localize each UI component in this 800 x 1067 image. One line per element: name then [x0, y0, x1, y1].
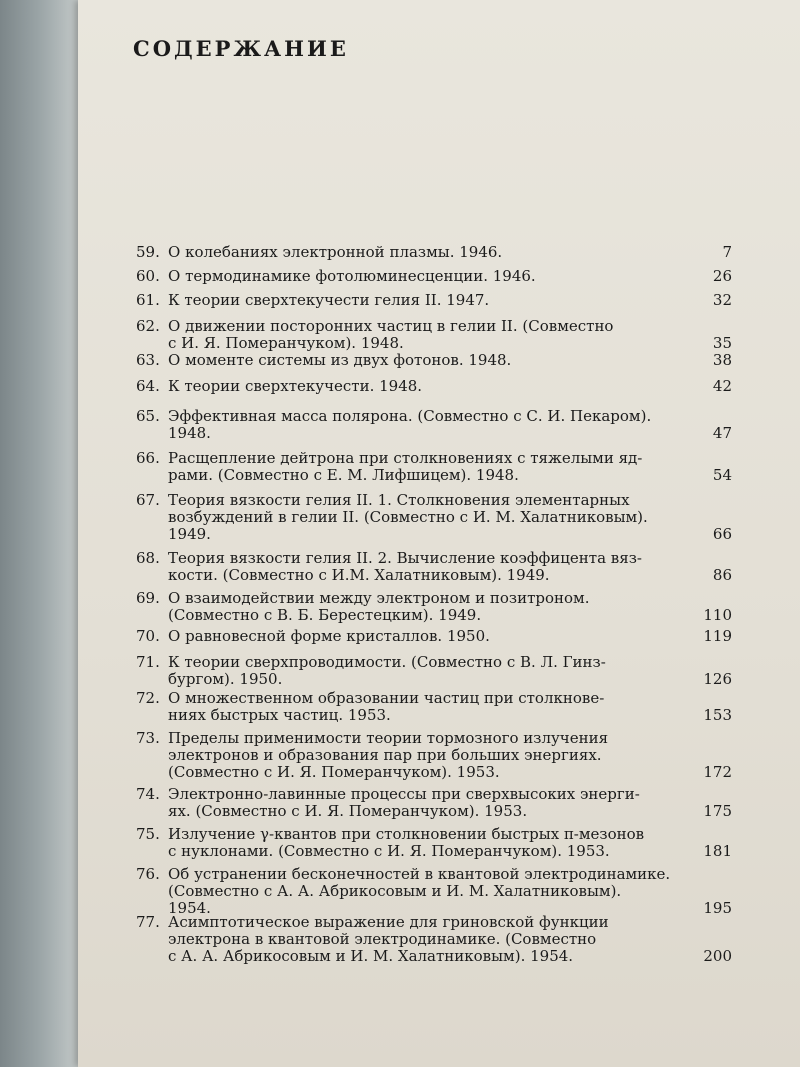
entry-title-line: О равновесной форме кристаллов. 1950. [168, 627, 490, 645]
entry-number: 71. [136, 653, 160, 671]
entry-title-line: электрона в квантовой электродинамике. (Совместно [168, 930, 597, 948]
entry-page-number: 175 [703, 802, 732, 820]
entry-number: 62. [136, 317, 160, 335]
entry-number: 73. [136, 729, 160, 747]
entry-page-number: 26 [712, 267, 732, 285]
entry-title-line: О взаимодействии между электроном и позитроном. [168, 589, 590, 607]
entry-page-number: 119 [703, 627, 732, 645]
entry-page-number: 7 [722, 243, 732, 261]
entry-page-number: 54 [712, 466, 732, 484]
entry-number: 69. [136, 589, 160, 607]
entry-title-line: Электронно-лавинные процессы при сверхвысоких энерги- [168, 785, 640, 803]
entry-title [168, 550, 668, 584]
entry-title-line: бургом). 1950. [168, 670, 283, 688]
entry-title [168, 914, 668, 965]
entry-title-line: (Совместно с И. Я. Померанчуком). 1953. [168, 763, 500, 781]
entry-title-line: 1949. [168, 525, 211, 543]
entry-title [168, 786, 668, 820]
page-title: СОДЕРЖАНИЕ [133, 36, 349, 61]
entry-title-line: ях. (Совместно с И. Я. Померанчуком). 1953. [168, 802, 528, 820]
entry-title [168, 318, 668, 352]
entry-title-line: 1948. [168, 424, 211, 442]
entry-number: 77. [136, 913, 160, 931]
entry-page-number: 42 [712, 377, 732, 395]
entry-number: 59. [136, 243, 160, 261]
entry-title-line: О движении посторонних частиц в гелии II. (Совместно [168, 317, 614, 335]
entry-title-line: Эффективная масса полярона. (Совместно с С. И. Пекаром). [168, 407, 652, 425]
entry-title [168, 292, 668, 309]
entry-title [168, 590, 668, 624]
entry-title [168, 492, 668, 543]
entry-title [168, 244, 668, 261]
entry-page-number: 66 [712, 525, 732, 543]
entry-title-line: (Совместно с В. Б. Берестецким). 1949. [168, 606, 482, 624]
entry-number: 74. [136, 785, 160, 803]
entry-title-line: с нуклонами. (Совместно с И. Я. Померанчуком). 1953. [168, 842, 610, 860]
entry-title-line: К теории сверхтекучести гелия II. 1947. [168, 291, 490, 309]
entry-number: 68. [136, 549, 160, 567]
entry-title-line: электронов и образования пар при больших энергиях. [168, 746, 602, 764]
entry-title-line: рами. (Совместно с Е. М. Лифшицем). 1948. [168, 466, 519, 484]
entry-title-line: К теории сверхпроводимости. (Совместно с В. Л. Гинз- [168, 653, 606, 671]
entry-page-number: 110 [703, 606, 732, 624]
entry-number: 72. [136, 689, 160, 707]
entry-title [168, 730, 668, 781]
entry-page-number: 200 [703, 947, 732, 965]
entry-title [168, 268, 668, 285]
entry-page-number: 172 [703, 763, 732, 781]
entry-title-line: Теория вязкости гелия II. 1. Столкновения элементарных [168, 491, 630, 509]
entry-title-line: О термодинамике фотолюминесценции. 1946. [168, 267, 536, 285]
entry-title-line: Теория вязкости гелия II. 2. Вычисление коэффицента вяз- [168, 549, 642, 567]
entry-title-line: Расщепление дейтрона при столкновениях с тяжелыми яд- [168, 449, 643, 467]
entry-title-line: Излучение γ-квантов при столкновении быстрых π-мезонов [168, 825, 645, 843]
entry-number: 63. [136, 351, 160, 369]
entry-title [168, 352, 668, 369]
entry-title [168, 690, 668, 724]
entry-number: 75. [136, 825, 160, 843]
entry-title [168, 628, 668, 645]
book-binding [0, 0, 86, 1067]
entry-title-line: (Совместно с А. А. Абрикосовым и И. М. Халатниковым). [168, 882, 622, 900]
entry-title-line: с И. Я. Померанчуком). 1948. [168, 334, 404, 352]
entry-title [168, 826, 668, 860]
entry-number: 65. [136, 407, 160, 425]
entry-title-line: О множественном образовании частиц при столкнове- [168, 689, 605, 707]
entry-title-line: с А. А. Абрикосовым и И. М. Халатниковым). 1954. [168, 947, 574, 965]
entry-number: 61. [136, 291, 160, 309]
entry-title-line: ниях быстрых частиц. 1953. [168, 706, 391, 724]
entry-page-number: 195 [703, 899, 732, 917]
entry-title-line: К теории сверхтекучести. 1948. [168, 377, 423, 395]
entry-page-number: 126 [703, 670, 732, 688]
entry-number: 64. [136, 377, 160, 395]
entry-page-number: 35 [712, 334, 732, 352]
entry-page-number: 38 [712, 351, 732, 369]
entry-title-line: О колебаниях электронной плазмы. 1946. [168, 243, 503, 261]
entry-page-number: 86 [712, 566, 732, 584]
entry-number: 76. [136, 865, 160, 883]
entry-title [168, 865, 671, 917]
entry-page-number: 47 [712, 424, 732, 442]
entry-number: 66. [136, 449, 160, 467]
entry-number: 70. [136, 627, 160, 645]
entry-title-line: Пределы применимости теории тормозного излучения [168, 729, 609, 747]
entry-number: 60. [136, 267, 160, 285]
entry-number: 67. [136, 491, 160, 509]
entry-title-line: Асимптотическое выражение для гриновской функции [168, 913, 609, 931]
entry-title [168, 378, 668, 395]
entry-title [168, 408, 668, 442]
entry-title-line: 1954. [168, 899, 211, 917]
entry-title-line: Об устранении бесконечностей в квантовой электродинамике. [168, 865, 671, 883]
entry-title [168, 654, 668, 688]
entry-title [168, 450, 668, 484]
entry-page-number: 32 [712, 291, 732, 309]
entry-page-number: 181 [703, 842, 732, 860]
entry-page-number: 153 [703, 706, 732, 724]
entry-title-line: кости. (Совместно с И.М. Халатниковым). 1949. [168, 566, 550, 584]
entry-title-line: О моменте системы из двух фотонов. 1948. [168, 351, 512, 369]
entry-title-line: возбуждений в гелии II. (Совместно с И. М. Халатниковым). [168, 508, 648, 526]
